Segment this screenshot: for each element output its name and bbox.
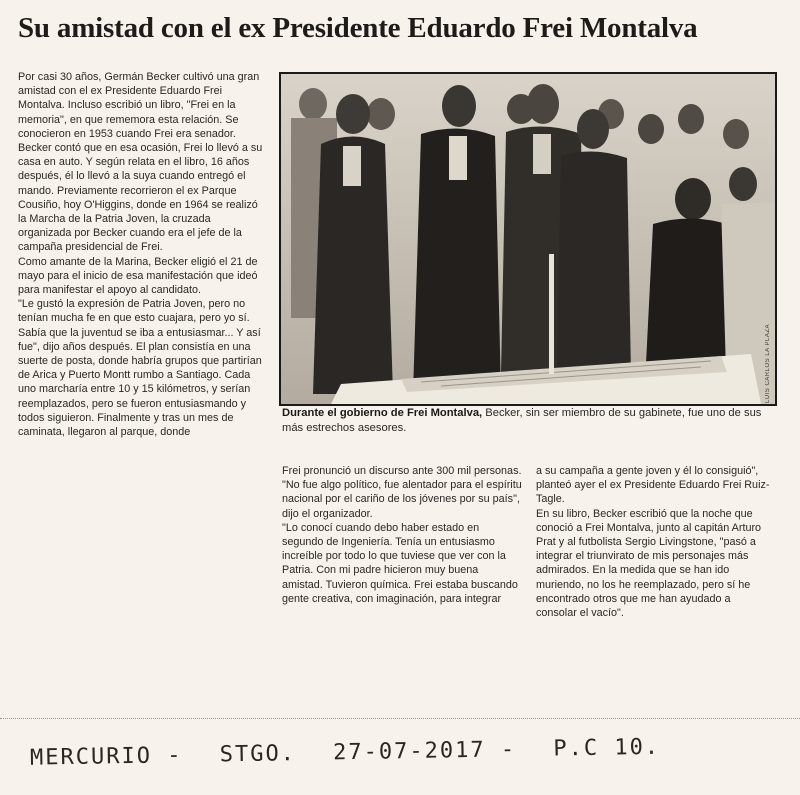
paragraph: Por casi 30 años, Germán Becker cultivó una gran amistad con el ex Presidente Eduardo Frei Montalva. Incluso escribió un libro, "Frei en la memoria", en que rememora esta relación. Se conocieron en 1953 cuando Frei era senador. <box>18 71 260 140</box>
annotation-page: P.C 10. <box>553 734 661 762</box>
annotation-source: MERCURIO - <box>29 743 183 771</box>
caption-text: Becker, sin ser miembro de su gabinete, fue uno de sus más estrechos asesores. <box>282 407 762 434</box>
caption-lead: Durante el gobierno de Frei Montalva, <box>282 407 483 419</box>
article-column-middle <box>282 464 522 672</box>
article-column-left <box>18 70 266 670</box>
paragraph: Como amante de la Marina, Becker eligió el 21 de mayo para el inicio de esa manifestación que ideó para manifestar el apoyo al candidato. <box>18 255 258 297</box>
paragraph: "Le gustó la expresión de Patria Joven, pero no tenían mucha fe en que esto cuajara, pero yo sí. Sabía que la juventud se iba a entusiasmar... Y así fue", dijo años después. El plan consistía en una suerte de posta, donde habría grupos que partirían de Arica y Puerto Montt rumbo a Santiago. Cada uno marcharía entre 10 y 15 kilómetros, y serían reemplazados, pero se fueron entusiasmando y todos siguieron. Finalmente y tras un mes de caminata, llegaron al parque, donde <box>18 298 262 439</box>
paragraph: a su campaña a gente joven y él lo consiguió", planteó ayer el ex Presidente Eduardo Frei Ruiz-Tagle. <box>536 465 770 506</box>
annotation-date: 27-07-2017 - <box>332 737 517 766</box>
page-divider <box>0 718 800 719</box>
paragraph: Becker contó que en esa ocasión, Frei lo llevó a su casa en auto. Y según relata en el libro, 16 años después, él lo llevó a la suya cuando entregó el mando. Previamente recorrieron el ex Parque Cousiño, hoy O'Higgins, donde en 1964 se realizó la Marcha de la Patria Joven, la cruzada organizada por Becker cuando era el jefe de la campaña presidencial de Frei. <box>18 142 263 254</box>
handwritten-annotation <box>30 734 682 770</box>
paragraph: Frei pronunció un discurso ante 300 mil personas. "No fue algo político, fue alentador para el espíritu nacional por el cariño de los jóvenes por su país", dijo el organizador. <box>282 465 522 520</box>
photo-illustration <box>281 74 775 404</box>
article-headline: Su amistad con el ex Presidente Eduardo Frei Montalva <box>18 12 698 44</box>
paragraph: En su libro, Becker escribió que la noche que conoció a Frei Montalva, junto al capitán Arturo Prat y al futbolista Sergio Livingstone, "pasó a integrar el triunvirato de mis personajes más admirados. En la medida que se han ido muriendo, no los he reemplazado, pero sí he encontrado otros que me han ayudado a consolar el vacío". <box>536 507 762 620</box>
annotation-city: STGO. <box>219 741 297 768</box>
paragraph: "Lo conocí cuando debo haber estado en segundo de Ingeniería. Tenía un entusiasmo increíble por todo lo que tuviese que ver con la Patria. Con mi padre hicieron muy buena amistad. Tuvieron química. Frei estaba buscando gente creativa, con imaginación, para integrar <box>282 521 518 605</box>
photo-caption <box>282 406 778 436</box>
photo-credit: LUIS CARLOS LA PLAZA <box>765 324 771 404</box>
article-column-right <box>536 464 774 672</box>
article-photo <box>279 72 777 406</box>
